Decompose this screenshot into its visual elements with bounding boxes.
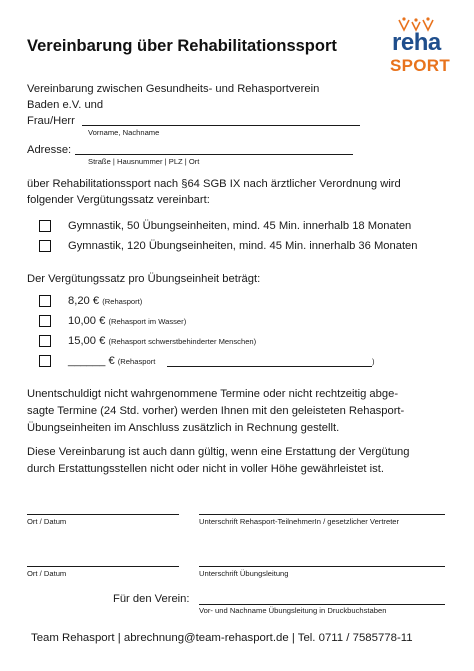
rate-checkbox-2[interactable] <box>39 315 51 327</box>
rate-amount: 10,00 € <box>68 315 106 327</box>
rate-option-4 <box>68 354 155 369</box>
rate-note: (Rehasport) <box>102 297 143 306</box>
rate-note: (Rehasport im Wasser) <box>108 317 187 326</box>
name-hint: Vorname, Nachname <box>88 128 160 137</box>
program-intro-2: folgender Vergütungssatz vereinbart: <box>27 194 210 206</box>
logo-text-sport: SPORT <box>390 56 451 75</box>
rate-amount: ______ € <box>68 355 115 367</box>
club-name-line[interactable] <box>199 604 445 605</box>
place-date-label-1: Ort / Datum <box>27 517 67 526</box>
terms-p1-line: sagte Termine (24 Std. vorher) werden Ihnen mit den geleisteten Rehasport- <box>27 405 405 417</box>
logo-text-reha: reha <box>392 29 441 56</box>
program-intro-1: über Rehabilitationssport nach §64 SGB IX nach ärztlicher Verordnung wird <box>27 178 401 190</box>
instructor-signature-label: Unterschrift Übungsleitung <box>199 569 289 578</box>
participant-signature-label: Unterschrift Rehasport-TeilnehmerIn / gesetzlicher Vertreter <box>199 517 400 526</box>
program-checkbox-50[interactable] <box>39 220 51 232</box>
participant-signature-line[interactable] <box>199 514 445 515</box>
rate-option-3 <box>68 334 256 349</box>
intro-line-2: Baden e.V. und <box>27 99 104 111</box>
terms-p1-line: Unentschuldigt nicht wahrgenommene Termine oder nicht rechtzeitig abge- <box>27 388 399 400</box>
terms-paragraph-2 <box>27 444 410 478</box>
rate-note-close: ) <box>372 357 375 366</box>
rate-custom-line[interactable] <box>167 366 372 367</box>
place-date-line-2[interactable] <box>27 566 179 567</box>
terms-p1-line: Übungseinheiten im Anschluss zusätzlich in Rechnung gestellt. <box>27 422 340 434</box>
name-line[interactable] <box>82 125 360 126</box>
terms-p2-line: Diese Vereinbarung ist auch dann gültig, wenn eine Erstattung der Vergütung <box>27 446 410 458</box>
rate-checkbox-1[interactable] <box>39 295 51 307</box>
rates-heading: Der Vergütungssatz pro Übungseinheit beträgt: <box>27 273 261 285</box>
instructor-signature-line[interactable] <box>199 566 445 567</box>
page-title: Vereinbarung über Rehabilitationssport <box>27 37 337 55</box>
rate-option-2 <box>68 314 186 329</box>
rate-note: (Rehasport schwerstbehinderter Menschen) <box>108 337 257 346</box>
club-label: Für den Verein: <box>113 593 190 605</box>
address-hint: Straße | Hausnummer | PLZ | Ort <box>88 157 200 166</box>
terms-p2-line: durch Erstattungsstellen nicht oder nicht in voller Höhe gewährleistet ist. <box>27 463 384 475</box>
club-name-hint: Vor- und Nachname Übungsleitung in Druckbuchstaben <box>199 606 387 615</box>
address-label: Adresse: <box>27 144 72 156</box>
program-checkbox-120[interactable] <box>39 240 51 252</box>
program-option-50: Gymnastik, 50 Übungseinheiten, mind. 45 Min. innerhalb 18 Monaten <box>68 220 412 232</box>
intro-line-1: Vereinbarung zwischen Gesundheits- und Rehasportverein <box>27 83 320 95</box>
rate-note: (Rehasport <box>117 357 156 366</box>
rate-amount: 8,20 € <box>68 295 100 307</box>
terms-paragraph-1 <box>27 386 404 437</box>
rate-option-1 <box>68 294 142 309</box>
rate-checkbox-4[interactable] <box>39 355 51 367</box>
address-line[interactable] <box>75 154 353 155</box>
footer-contact: Team Rehasport | abrechnung@team-rehasport.de | Tel. 0711 / 7585778-11 <box>31 632 413 644</box>
program-option-120: Gymnastik, 120 Übungseinheiten, mind. 45 Min. innerhalb 36 Monaten <box>68 240 418 252</box>
rate-amount: 15,00 € <box>68 335 106 347</box>
place-date-line-1[interactable] <box>27 514 179 515</box>
rate-checkbox-3[interactable] <box>39 335 51 347</box>
place-date-label-2: Ort / Datum <box>27 569 67 578</box>
person-label: Frau/Herr <box>27 115 75 127</box>
